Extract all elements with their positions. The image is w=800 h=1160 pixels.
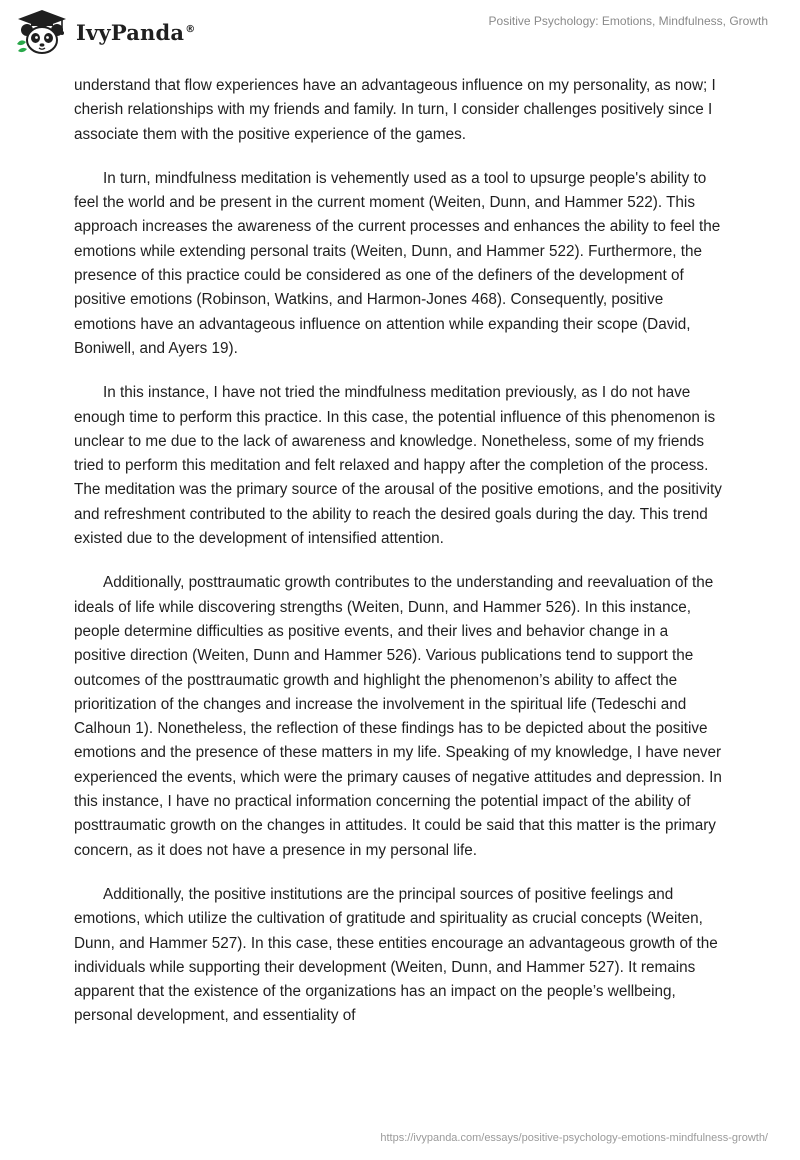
paragraph-mindfulness: In turn, mindfulness meditation is vehemently used as a tool to upsurge people's ability to feel the world and be present in the current moment (Weiten, Dunn, and Hammer 522). This approach increases the awareness of the current processes and enhances the ability to feel the emotions while extending personal traits (Weiten, Dunn, and Hammer 522). Furthermore, the presence of this practice could be considered as one of the definers of the development of positive emotions (Robinson, Watkins, and Harmon-Jones 468). Consequently, positive emotions have an advantageous influence on attention while expanding their scope (David, Boniwell, and Ayers 19). bbox=[74, 169, 721, 357]
source-url-link[interactable]: https://ivypanda.com/essays/positive-psychology-emotions-mindfulness-growth/ bbox=[380, 1132, 768, 1144]
paragraph-posttraumatic-growth: Additionally, posttraumatic growth contributes to the understanding and reevaluation of the ideals of life while discovering strengths (Weiten, Dunn, and Hammer 526). In this instance, people determine difficulties as positive events, and their lives and behavior change in a positive direction (Weiten, Dunn and Hammer 526). Various publications tend to support the outcomes of the posttraumatic growth and highlight the phenomenon’s ability to affect the prioritization of the changes and increase the involvement in the spiritual life (Tedeschi and Calhoun 1). Nonetheless, the reflection of these findings has to be depicted about the positive emotions and the presence of these matters in my life. Speaking of my knowledge, I have never experienced the events, which were the primary causes of negative attitudes and depression. In this instance, I have no practical information concerning the potential impact of the ability of posttraumatic growth on the changes in attitudes. It could be said that this matter is the primary concern, as it does not have a presence in my personal life. bbox=[74, 574, 722, 859]
brand-name: IvyPanda® bbox=[76, 19, 196, 45]
registered-mark: ® bbox=[185, 23, 196, 35]
paragraph-meditation-experience: In this instance, I have not tried the mindfulness meditation previously, as I do not have enough time to perform this practice. In this case, the potential influence of this phenomenon is unclear to me due to the lack of awareness and knowledge. Nonetheless, some of my friends tried to perform this meditation and felt relaxed and happy after the completion of the process. The meditation was the primary source of the arousal of the positive emotions, and the positivity and refreshment contributed to the ability to reach the desired goals during the day. This trend existed due to the development of intensified attention. bbox=[74, 384, 722, 548]
essay-body bbox=[74, 74, 724, 1049]
panda-graduate-icon bbox=[14, 8, 70, 56]
paragraph-positive-institutions: Additionally, the positive institutions are the principal sources of positive feelings and emotions, which utilize the cultivation of gratitude and spirituality as crucial concepts (Weiten, Dunn, and Hammer 527). In this case, these entities encourage an advantageous growth of the individuals while supporting their development (Weiten, Dunn, and Hammer 527). It remains apparent that the existence of the organizations has an impact on the people’s wellbeing, personal development, and essentiality of bbox=[74, 885, 718, 1025]
page-header bbox=[0, 0, 800, 70]
ivypanda-logo[interactable] bbox=[14, 8, 195, 56]
document-title: Positive Psychology: Emotions, Mindfulness, Growth bbox=[488, 14, 768, 28]
paragraph-continued: understand that flow experiences have an advantageous influence on my personality, as now; I cherish relationships with my friends and family. In turn, I consider challenges positively since I associate them with the positive experience of the games. bbox=[74, 77, 716, 143]
